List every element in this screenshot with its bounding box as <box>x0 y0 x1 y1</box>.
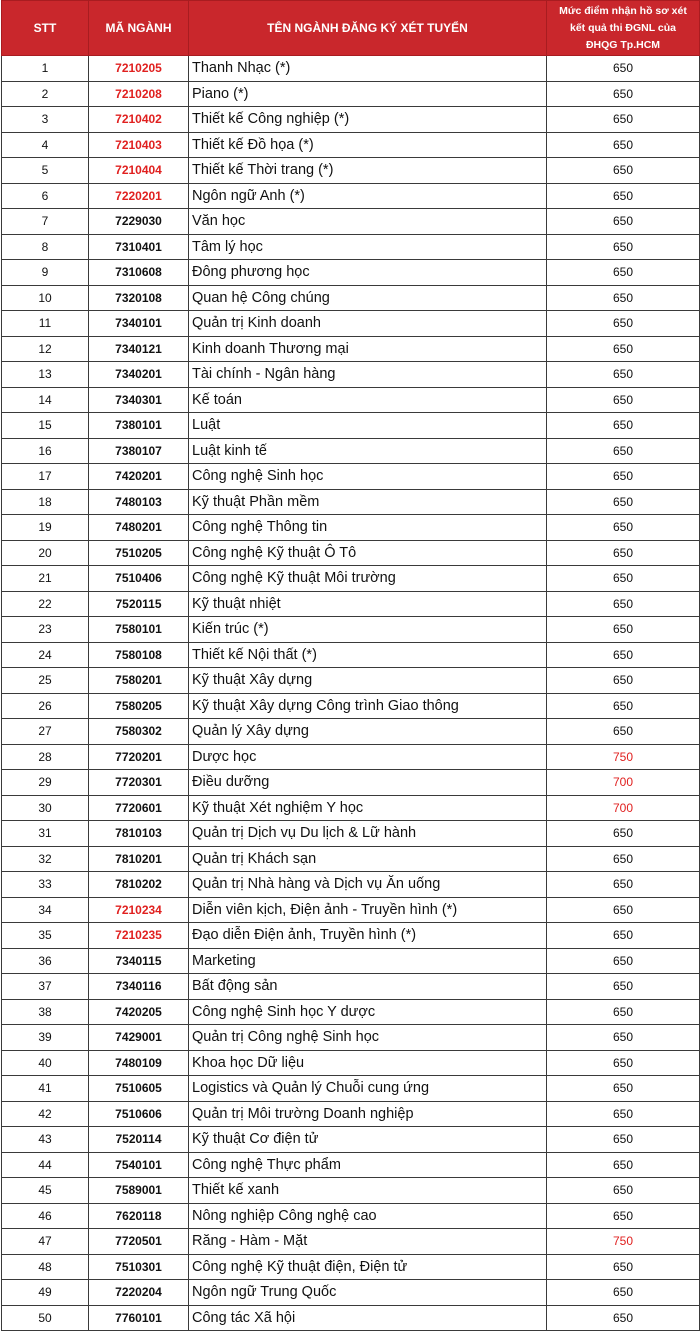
row-name: Công nghệ Thông tin <box>189 515 547 541</box>
table-row <box>2 311 700 337</box>
table-row <box>2 999 700 1025</box>
table-row <box>2 923 700 949</box>
row-score: 650 <box>547 1101 700 1127</box>
row-name: Quản lý Xây dựng <box>189 719 547 745</box>
row-score: 650 <box>547 107 700 133</box>
row-code: 7480109 <box>89 1050 189 1076</box>
row-score: 650 <box>547 413 700 439</box>
row-name: Công nghệ Sinh học <box>189 464 547 490</box>
table-row <box>2 209 700 235</box>
row-stt: 21 <box>2 566 89 592</box>
row-stt: 36 <box>2 948 89 974</box>
table-row <box>2 107 700 133</box>
row-name: Thanh Nhạc (*) <box>189 56 547 82</box>
table-row <box>2 81 700 107</box>
row-score: 750 <box>547 1229 700 1255</box>
row-code: 7580101 <box>89 617 189 643</box>
row-stt: 48 <box>2 1254 89 1280</box>
row-score: 650 <box>547 515 700 541</box>
row-name: Răng - Hàm - Mặt <box>189 1229 547 1255</box>
row-name: Đông phương học <box>189 260 547 286</box>
row-stt: 35 <box>2 923 89 949</box>
row-code: 7510205 <box>89 540 189 566</box>
table-header <box>2 1 700 56</box>
row-name: Thiết kế Nội thất (*) <box>189 642 547 668</box>
row-code: 7340121 <box>89 336 189 362</box>
row-stt: 30 <box>2 795 89 821</box>
row-stt: 4 <box>2 132 89 158</box>
row-code: 7220201 <box>89 183 189 209</box>
row-name: Công nghệ Kỹ thuật điện, Điện tử <box>189 1254 547 1280</box>
row-code: 7589001 <box>89 1178 189 1204</box>
row-name: Kiến trúc (*) <box>189 617 547 643</box>
row-code: 7380101 <box>89 413 189 439</box>
row-stt: 5 <box>2 158 89 184</box>
row-name: Thiết kế Công nghiệp (*) <box>189 107 547 133</box>
table-row <box>2 795 700 821</box>
row-code: 7520115 <box>89 591 189 617</box>
row-code: 7429001 <box>89 1025 189 1051</box>
row-name: Kế toán <box>189 387 547 413</box>
row-code: 7760101 <box>89 1305 189 1331</box>
row-stt: 47 <box>2 1229 89 1255</box>
row-code: 7340201 <box>89 362 189 388</box>
row-code: 7580205 <box>89 693 189 719</box>
row-code: 7210402 <box>89 107 189 133</box>
table-row <box>2 1101 700 1127</box>
row-code: 7220204 <box>89 1280 189 1306</box>
row-name: Dược học <box>189 744 547 770</box>
row-code: 7210205 <box>89 56 189 82</box>
table-row <box>2 1076 700 1102</box>
row-stt: 11 <box>2 311 89 337</box>
row-stt: 10 <box>2 285 89 311</box>
table-row <box>2 1050 700 1076</box>
table-row <box>2 693 700 719</box>
table-row <box>2 336 700 362</box>
row-code: 7510406 <box>89 566 189 592</box>
row-code: 7510301 <box>89 1254 189 1280</box>
row-score: 650 <box>547 540 700 566</box>
table-row <box>2 183 700 209</box>
row-stt: 33 <box>2 872 89 898</box>
row-stt: 32 <box>2 846 89 872</box>
row-code: 7340101 <box>89 311 189 337</box>
row-stt: 22 <box>2 591 89 617</box>
table-row <box>2 438 700 464</box>
row-score: 650 <box>547 1280 700 1306</box>
row-name: Quản trị Khách sạn <box>189 846 547 872</box>
row-code: 7540101 <box>89 1152 189 1178</box>
row-score: 650 <box>547 209 700 235</box>
row-score: 650 <box>547 260 700 286</box>
row-score: 650 <box>547 1178 700 1204</box>
header-name: TÊN NGÀNH ĐĂNG KÝ XÉT TUYỂN <box>189 1 547 56</box>
row-stt: 46 <box>2 1203 89 1229</box>
row-name: Công nghệ Kỹ thuật Ô Tô <box>189 540 547 566</box>
row-stt: 26 <box>2 693 89 719</box>
row-code: 7480201 <box>89 515 189 541</box>
row-name: Thiết kế Đồ họa (*) <box>189 132 547 158</box>
admission-table <box>1 0 700 1331</box>
row-code: 7810202 <box>89 872 189 898</box>
row-stt: 7 <box>2 209 89 235</box>
table-row <box>2 591 700 617</box>
row-stt: 29 <box>2 770 89 796</box>
row-stt: 40 <box>2 1050 89 1076</box>
row-score: 650 <box>547 438 700 464</box>
row-stt: 19 <box>2 515 89 541</box>
row-score: 650 <box>547 81 700 107</box>
row-code: 7340115 <box>89 948 189 974</box>
table-row <box>2 234 700 260</box>
table-row <box>2 872 700 898</box>
row-score: 650 <box>547 489 700 515</box>
row-name: Công nghệ Thực phẩm <box>189 1152 547 1178</box>
row-name: Luật <box>189 413 547 439</box>
row-name: Quản trị Công nghệ Sinh học <box>189 1025 547 1051</box>
row-stt: 37 <box>2 974 89 1000</box>
row-name: Quản trị Môi trường Doanh nghiệp <box>189 1101 547 1127</box>
row-name: Khoa học Dữ liệu <box>189 1050 547 1076</box>
table-row <box>2 566 700 592</box>
row-name: Marketing <box>189 948 547 974</box>
row-stt: 18 <box>2 489 89 515</box>
row-score: 650 <box>547 1305 700 1331</box>
row-code: 7720301 <box>89 770 189 796</box>
row-score: 650 <box>547 668 700 694</box>
row-stt: 17 <box>2 464 89 490</box>
row-name: Tài chính - Ngân hàng <box>189 362 547 388</box>
row-code: 7720601 <box>89 795 189 821</box>
row-stt: 20 <box>2 540 89 566</box>
row-code: 7310608 <box>89 260 189 286</box>
row-code: 7420201 <box>89 464 189 490</box>
row-score: 650 <box>547 132 700 158</box>
header-stt: STT <box>2 1 89 56</box>
table-row <box>2 1152 700 1178</box>
row-code: 7210234 <box>89 897 189 923</box>
row-score: 650 <box>547 591 700 617</box>
row-name: Piano (*) <box>189 81 547 107</box>
row-code: 7380107 <box>89 438 189 464</box>
row-code: 7810201 <box>89 846 189 872</box>
row-name: Kỹ thuật Xét nghiệm Y học <box>189 795 547 821</box>
row-code: 7420205 <box>89 999 189 1025</box>
table-row <box>2 1305 700 1331</box>
header-code: MÃ NGÀNH <box>89 1 189 56</box>
row-score: 650 <box>547 1152 700 1178</box>
row-score: 650 <box>547 311 700 337</box>
row-code: 7620118 <box>89 1203 189 1229</box>
row-name: Logistics và Quản lý Chuỗi cung ứng <box>189 1076 547 1102</box>
row-name: Diễn viên kịch, Điện ảnh - Truyền hình (*) <box>189 897 547 923</box>
row-name: Quan hệ Công chúng <box>189 285 547 311</box>
table-row <box>2 1025 700 1051</box>
row-code: 7510606 <box>89 1101 189 1127</box>
row-score: 650 <box>547 234 700 260</box>
row-stt: 31 <box>2 821 89 847</box>
table-row <box>2 897 700 923</box>
row-code: 7340116 <box>89 974 189 1000</box>
row-name: Đạo diễn Điện ảnh, Truyền hình (*) <box>189 923 547 949</box>
row-name: Kinh doanh Thương mại <box>189 336 547 362</box>
table-row <box>2 642 700 668</box>
table-row <box>2 744 700 770</box>
row-score: 650 <box>547 362 700 388</box>
table-row <box>2 1254 700 1280</box>
row-stt: 1 <box>2 56 89 82</box>
row-name: Quản trị Nhà hàng và Dịch vụ Ăn uống <box>189 872 547 898</box>
row-stt: 14 <box>2 387 89 413</box>
table-row <box>2 515 700 541</box>
row-score: 650 <box>547 1076 700 1102</box>
row-score: 650 <box>547 1127 700 1153</box>
row-stt: 25 <box>2 668 89 694</box>
table-row <box>2 1203 700 1229</box>
table-row <box>2 974 700 1000</box>
row-stt: 27 <box>2 719 89 745</box>
table-row <box>2 846 700 872</box>
row-score: 650 <box>547 464 700 490</box>
header-score <box>547 1 700 56</box>
row-score: 650 <box>547 617 700 643</box>
row-name: Thiết kế xanh <box>189 1178 547 1204</box>
row-score: 750 <box>547 744 700 770</box>
row-score: 650 <box>547 158 700 184</box>
row-stt: 42 <box>2 1101 89 1127</box>
table-row <box>2 770 700 796</box>
table-row <box>2 1127 700 1153</box>
row-score: 650 <box>547 566 700 592</box>
row-score: 650 <box>547 56 700 82</box>
header-score-line: kết quả thi ĐGNL của <box>570 21 676 34</box>
row-score: 650 <box>547 923 700 949</box>
row-name: Công tác Xã hội <box>189 1305 547 1331</box>
row-score: 650 <box>547 872 700 898</box>
row-name: Nông nghiệp Công nghệ cao <box>189 1203 547 1229</box>
header-score-line: ĐHQG Tp.HCM <box>585 38 661 51</box>
row-stt: 15 <box>2 413 89 439</box>
table-row <box>2 56 700 82</box>
row-score: 650 <box>547 693 700 719</box>
row-code: 7229030 <box>89 209 189 235</box>
row-score: 650 <box>547 1203 700 1229</box>
table-row <box>2 719 700 745</box>
row-score: 650 <box>547 1025 700 1051</box>
row-code: 7810103 <box>89 821 189 847</box>
table-row <box>2 617 700 643</box>
row-score: 650 <box>547 387 700 413</box>
row-stt: 43 <box>2 1127 89 1153</box>
row-score: 650 <box>547 1254 700 1280</box>
row-score: 650 <box>547 336 700 362</box>
row-stt: 38 <box>2 999 89 1025</box>
table-row <box>2 1229 700 1255</box>
row-score: 650 <box>547 719 700 745</box>
row-stt: 6 <box>2 183 89 209</box>
row-code: 7520114 <box>89 1127 189 1153</box>
table-row <box>2 132 700 158</box>
row-stt: 16 <box>2 438 89 464</box>
row-name: Luật kinh tế <box>189 438 547 464</box>
row-stt: 44 <box>2 1152 89 1178</box>
row-stt: 2 <box>2 81 89 107</box>
table-row <box>2 464 700 490</box>
row-code: 7720501 <box>89 1229 189 1255</box>
row-score: 650 <box>547 642 700 668</box>
row-name: Kỹ thuật Xây dựng <box>189 668 547 694</box>
header-score-line: Mức điểm nhận hồ sơ xét <box>559 4 687 17</box>
row-score: 650 <box>547 948 700 974</box>
row-name: Điều dưỡng <box>189 770 547 796</box>
row-score: 650 <box>547 821 700 847</box>
row-name: Tâm lý học <box>189 234 547 260</box>
table-row <box>2 540 700 566</box>
table-row <box>2 668 700 694</box>
row-name: Ngôn ngữ Anh (*) <box>189 183 547 209</box>
table-row <box>2 413 700 439</box>
row-code: 7210404 <box>89 158 189 184</box>
row-stt: 24 <box>2 642 89 668</box>
row-score: 650 <box>547 1050 700 1076</box>
row-name: Thiết kế Thời trang (*) <box>189 158 547 184</box>
table-row <box>2 362 700 388</box>
row-score: 650 <box>547 846 700 872</box>
table-row <box>2 1280 700 1306</box>
header-row <box>2 1 700 56</box>
row-name: Ngôn ngữ Trung Quốc <box>189 1280 547 1306</box>
row-code: 7510605 <box>89 1076 189 1102</box>
row-name: Quản trị Dịch vụ Du lịch & Lữ hành <box>189 821 547 847</box>
table-body <box>2 56 700 1331</box>
row-score: 650 <box>547 897 700 923</box>
row-stt: 9 <box>2 260 89 286</box>
row-score: 700 <box>547 770 700 796</box>
table-row <box>2 260 700 286</box>
row-code: 7480103 <box>89 489 189 515</box>
table-row <box>2 948 700 974</box>
row-code: 7320108 <box>89 285 189 311</box>
row-name: Kỹ thuật Cơ điện tử <box>189 1127 547 1153</box>
row-code: 7210235 <box>89 923 189 949</box>
row-score: 650 <box>547 999 700 1025</box>
row-stt: 12 <box>2 336 89 362</box>
row-name: Công nghệ Sinh học Y dược <box>189 999 547 1025</box>
table-row <box>2 489 700 515</box>
row-code: 7210403 <box>89 132 189 158</box>
row-stt: 34 <box>2 897 89 923</box>
row-name: Kỹ thuật Xây dựng Công trình Giao thông <box>189 693 547 719</box>
table-row <box>2 821 700 847</box>
table-row <box>2 285 700 311</box>
row-stt: 13 <box>2 362 89 388</box>
row-name: Bất động sản <box>189 974 547 1000</box>
row-name: Quản trị Kinh doanh <box>189 311 547 337</box>
row-score: 650 <box>547 285 700 311</box>
row-name: Văn học <box>189 209 547 235</box>
row-score: 700 <box>547 795 700 821</box>
row-code: 7580108 <box>89 642 189 668</box>
row-name: Kỹ thuật nhiệt <box>189 591 547 617</box>
row-stt: 39 <box>2 1025 89 1051</box>
row-code: 7210208 <box>89 81 189 107</box>
table-row <box>2 387 700 413</box>
row-stt: 3 <box>2 107 89 133</box>
row-score: 650 <box>547 183 700 209</box>
row-stt: 49 <box>2 1280 89 1306</box>
row-name: Công nghệ Kỹ thuật Môi trường <box>189 566 547 592</box>
table-row <box>2 1178 700 1204</box>
row-code: 7720201 <box>89 744 189 770</box>
table-row <box>2 158 700 184</box>
row-score: 650 <box>547 974 700 1000</box>
row-code: 7310401 <box>89 234 189 260</box>
row-stt: 23 <box>2 617 89 643</box>
row-name: Kỹ thuật Phần mềm <box>189 489 547 515</box>
row-stt: 8 <box>2 234 89 260</box>
row-stt: 45 <box>2 1178 89 1204</box>
row-stt: 41 <box>2 1076 89 1102</box>
row-code: 7580302 <box>89 719 189 745</box>
row-stt: 50 <box>2 1305 89 1331</box>
row-code: 7340301 <box>89 387 189 413</box>
row-stt: 28 <box>2 744 89 770</box>
row-code: 7580201 <box>89 668 189 694</box>
